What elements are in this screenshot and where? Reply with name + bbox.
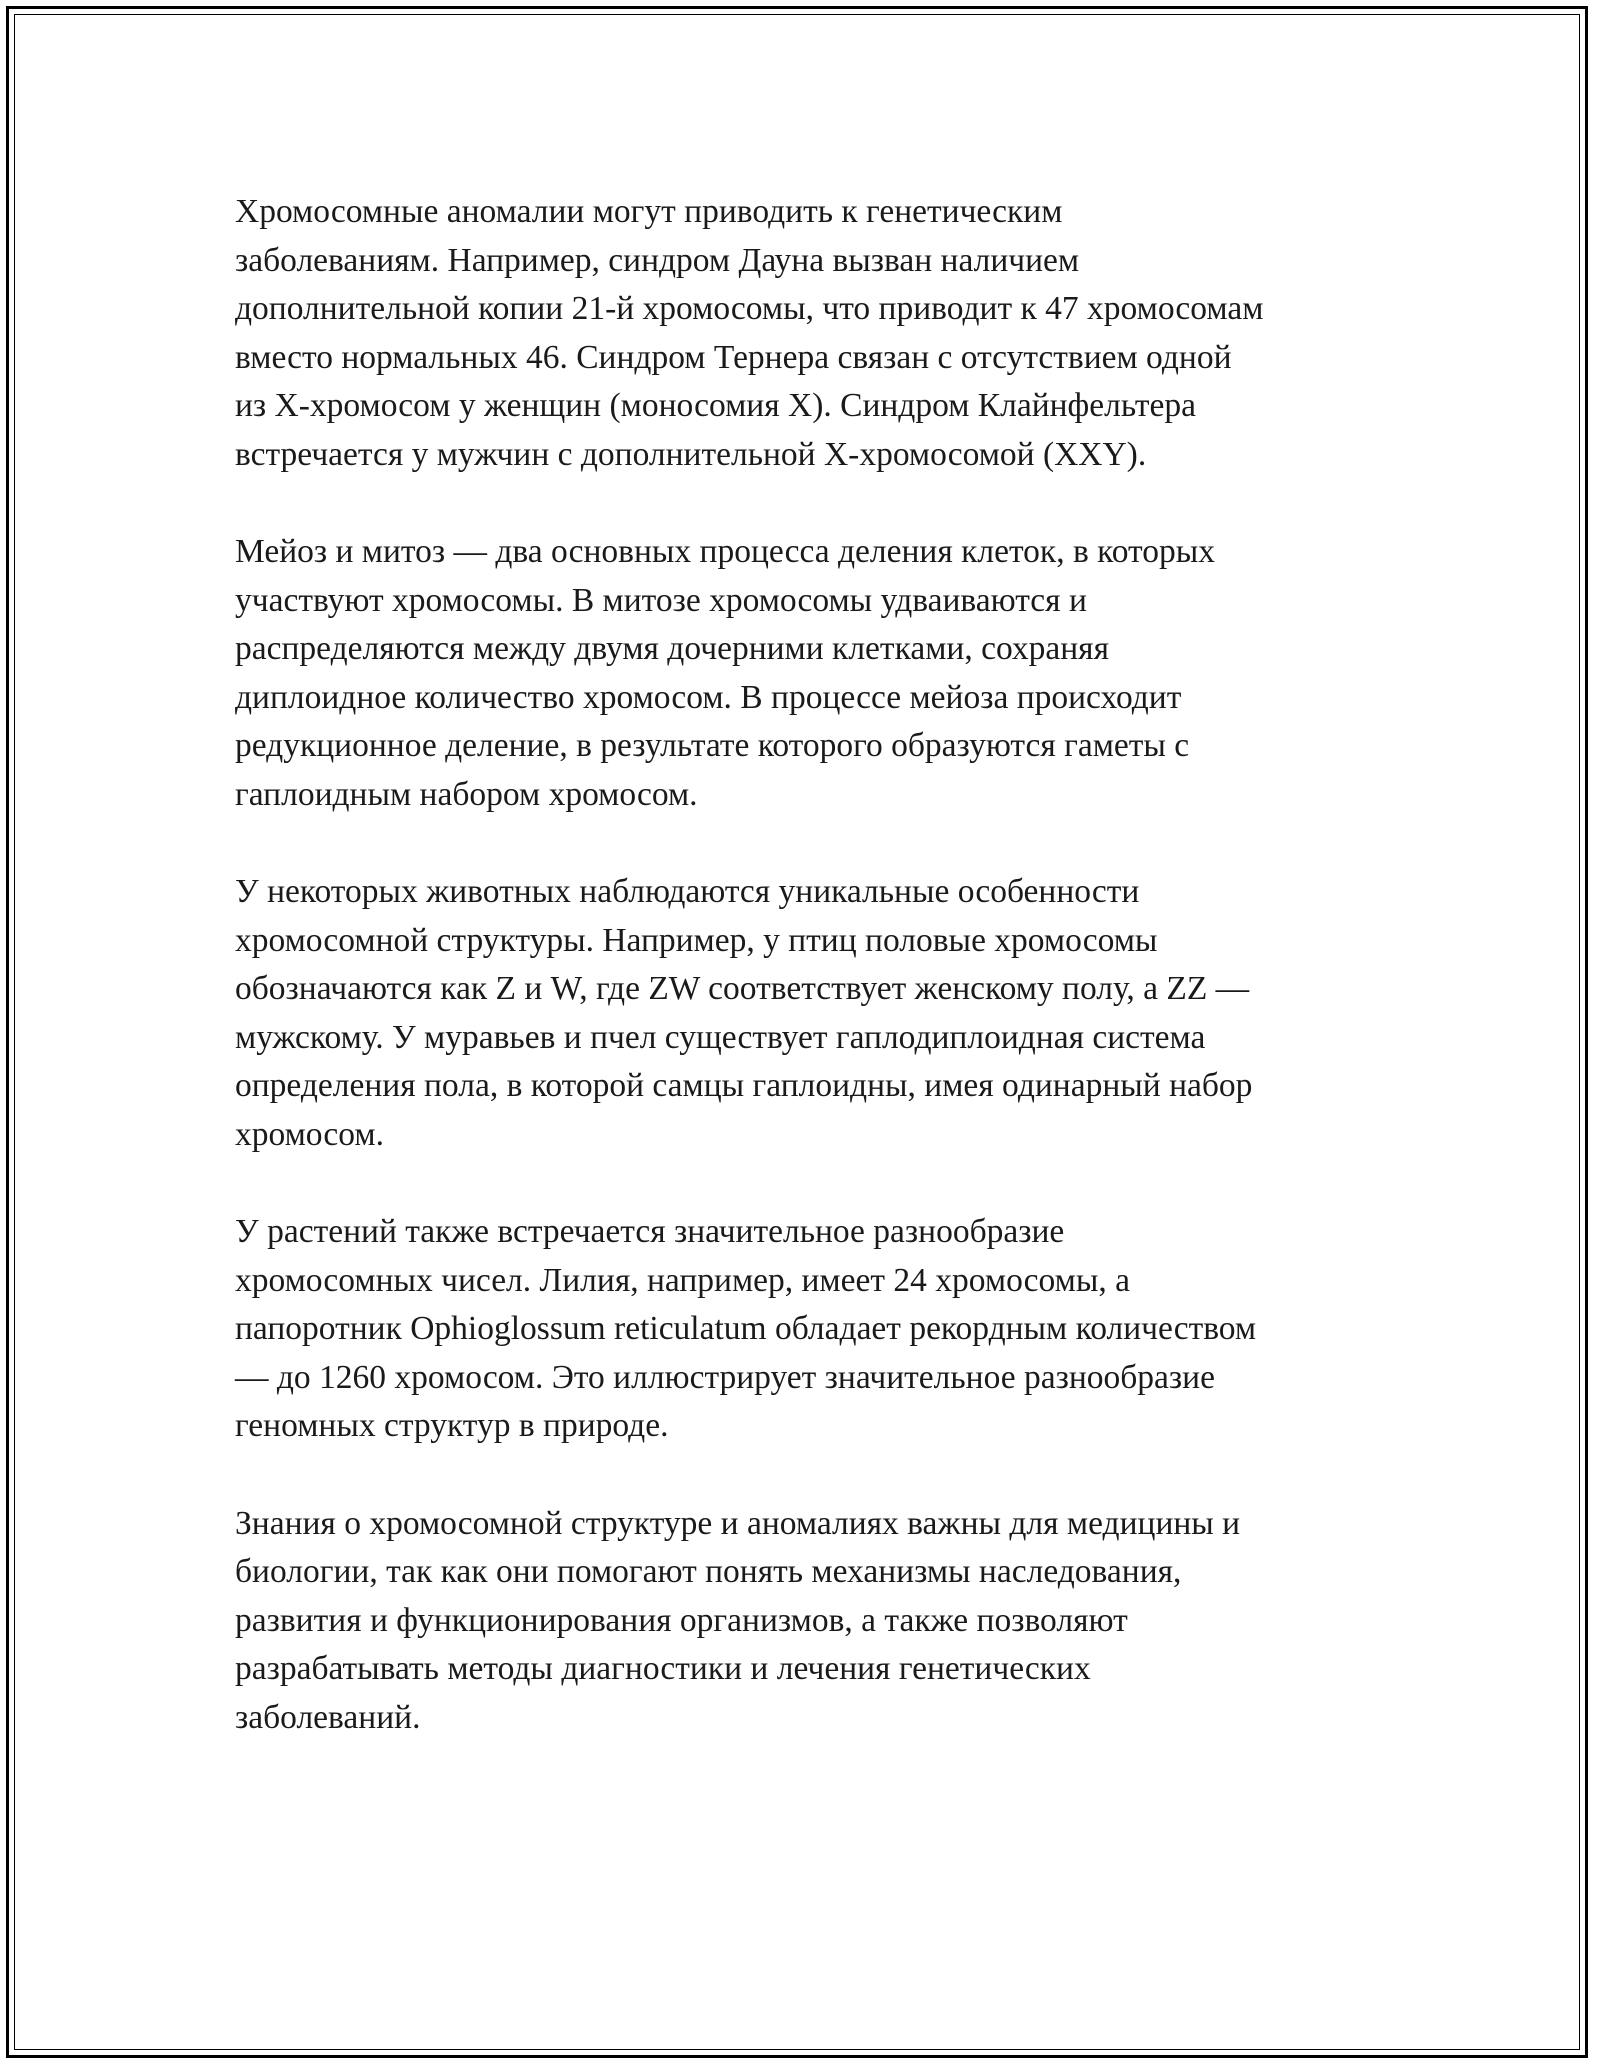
text-line: хромосом. [235,1115,384,1153]
text-line: биологии, так как они помогают понять механизмы наследования, [235,1553,1182,1590]
text-line: дополнительной копии 21-й хромосомы, что приводит к 47 хромосомам [235,290,1264,327]
text-line: заболеваний. [235,1698,421,1736]
text-line: участвуют хромосомы. В митозе хромосомы удваиваются и [235,581,1087,619]
text-line: мужскому. У муравьев и пчел существует гаплодиплоидная система [235,1018,1206,1056]
text-line: редукционное деление, в результате которого образуются гаметы с [235,727,1190,764]
text-line: вместо нормальных 46. Синдром Тернера связан с отсутствием одной [235,338,1232,376]
text-line: У некоторых животных наблюдаются уникальные особенности [235,873,1140,910]
text-line: Знания о хромосомной структуре и аномалиях важны для медицины и [235,1504,1241,1542]
text-line: — до 1260 хромосом. Это иллюстрирует значительное разнообразие [235,1358,1215,1396]
text-line: гаплоидным набором хромосом. [235,775,698,813]
text-line: папоротник Ophioglossum reticulatum обладает рекордным количеством [235,1310,1257,1347]
text-line: хромосомной структуры. Например, у птиц половые хромосомы [235,921,1158,959]
text-line: геномных структур в природе. [235,1407,669,1444]
paragraph-chromosome-anomalies [235,188,1375,479]
text-line: развития и функционирования организмов, а также позволяют [235,1601,1128,1639]
text-line: Мейоз и митоз — два основных процесса деления клеток, в которых [235,533,1215,570]
paragraph-plant-chromosomes [235,1208,1375,1451]
paragraph-knowledge-importance [235,1500,1375,1743]
text-line: встречается у мужчин с дополнительной X-хромосомой (XXY). [235,435,1147,473]
text-line: разрабатывать методы диагностики и лечения генетических [235,1650,1091,1687]
text-line: определения пола, в которой самцы гаплоидны, имея одинарный набор [235,1067,1253,1104]
paragraph-meiosis-mitosis [235,528,1375,819]
text-line: Хромосомные аномалии могут приводить к генетическим [235,193,1063,230]
text-line: заболеваниям. Например, синдром Дауна вызван наличием [235,241,1080,279]
paragraph-animal-chromosomes [235,868,1375,1159]
text-line: обозначаются как Z и W, где ZW соответствует женскому полу, а ZZ — [235,970,1250,1007]
text-line: распределяются между двумя дочерними клетками, сохраняя [235,630,1109,667]
text-line: хромосомных чисел. Лилия, например, имеет 24 хромосомы, а [235,1261,1130,1299]
document-body [235,188,1375,1742]
text-line: диплоидное количество хромосом. В процессе мейоза происходит [235,678,1182,716]
text-line: У растений также встречается значительное разнообразие [235,1213,1065,1250]
text-line: из X-хромосом у женщин (моносомия X). Синдром Клайнфельтера [235,387,1196,424]
